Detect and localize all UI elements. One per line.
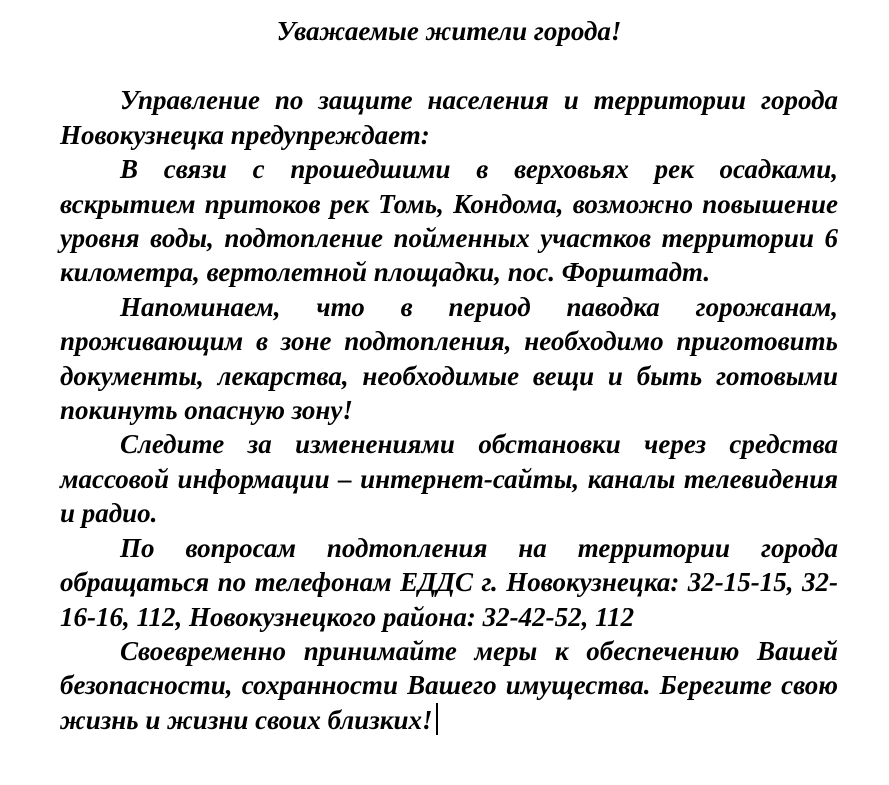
- paragraph-media-notice: Следите за изменениями обстановки через средства массовой информации – интернет-сайты, каналы телевидения и радио.: [60, 429, 838, 529]
- paragraph-reminder: Напоминаем, что в период паводка горожанам, проживающим в зоне подтопления, необходимо приготовить документы, лекарства, необходимые вещи и быть готовыми покинуть опасную зону!: [60, 291, 838, 426]
- paragraph-closing: [60, 634, 838, 737]
- document-page: [60, 14, 838, 737]
- paragraph-flood-forecast: В связи с прошедшими в верховьях рек осадками, вскрытием притоков рек Томь, Кондома, возможно повышение уровня воды, подтопление пойменных участков территории 6 километра, вертолетной площадки, пос. Форштадт.: [60, 154, 838, 288]
- paragraph-phone-numbers: По вопросам подтопления на территории города обращаться по телефонам ЕДДС г. Новокузнецка: 32-15-15, 32-16-16, 112, Новокузнецкого района: 32-42-52, 112: [60, 532, 838, 632]
- paragraph-closing-text: Своевременно принимайте меры к обеспечению Вашей безопасности, сохранности Вашего имущества. Берегите свою жизнь и жизни своих близких!: [60, 635, 838, 735]
- paragraph-warning-intro: Управление по защите населения и территории города Новокузнецка предупреждает:: [60, 85, 838, 150]
- text-cursor: [436, 703, 438, 735]
- document-title: Уважаемые жители города!: [276, 16, 622, 46]
